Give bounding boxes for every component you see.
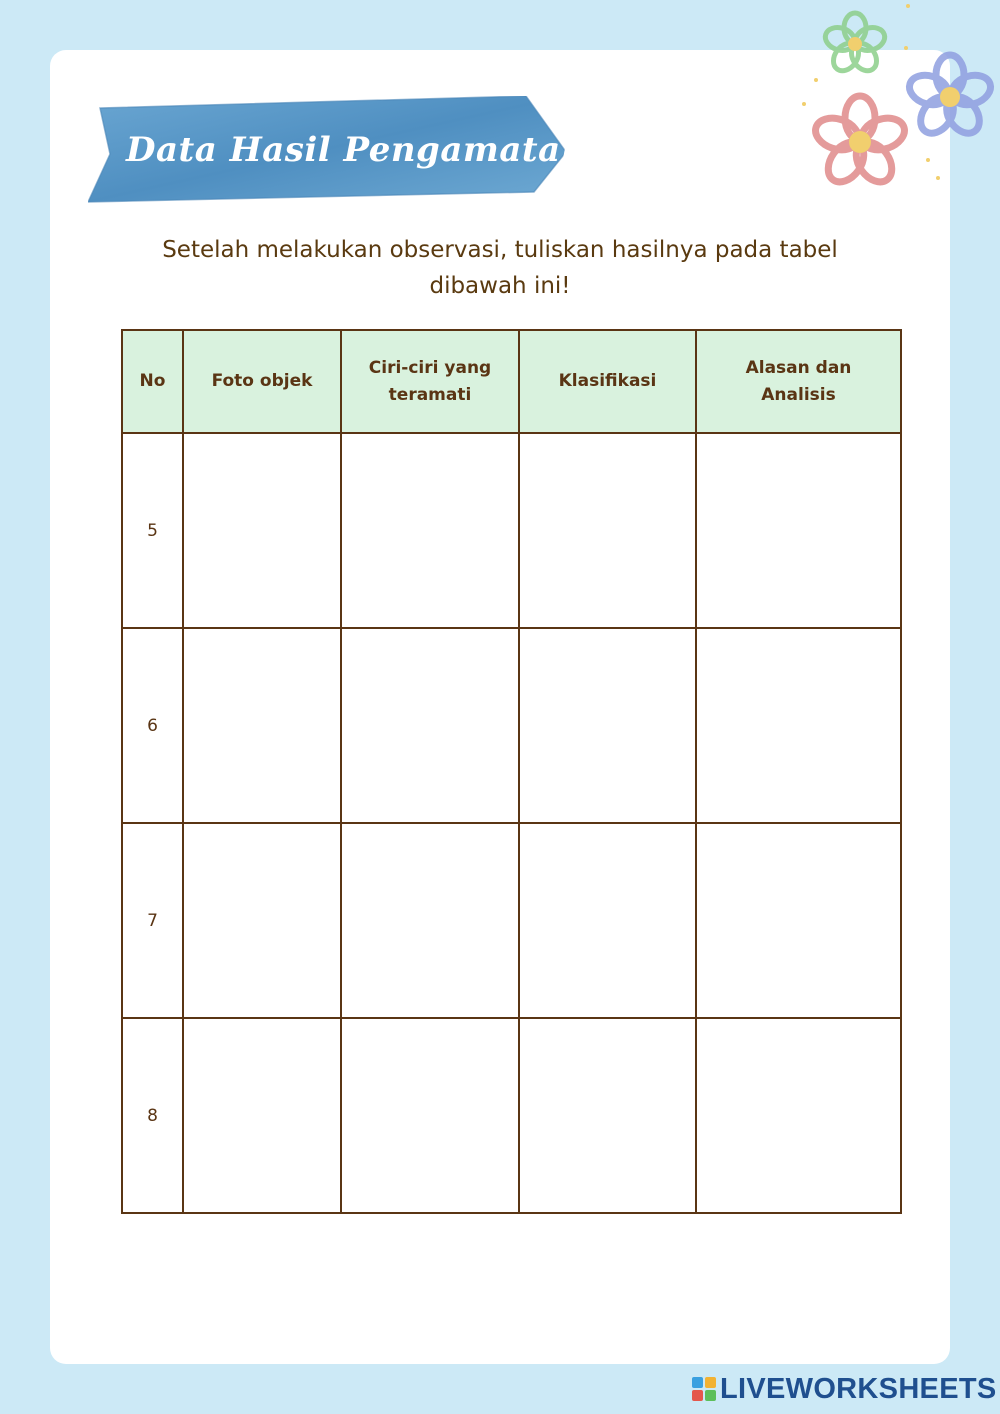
liveworksheets-logo-icon bbox=[692, 1377, 716, 1401]
ciri-ciri-cell[interactable] bbox=[341, 433, 519, 628]
column-header-foto-objek: Foto objek bbox=[183, 330, 341, 433]
green-flower-icon bbox=[822, 13, 887, 76]
foto-objek-cell[interactable] bbox=[183, 628, 341, 823]
table-row bbox=[122, 1018, 901, 1213]
alasan-cell[interactable] bbox=[696, 433, 901, 628]
klasifikasi-cell[interactable] bbox=[519, 433, 696, 628]
flowers-decoration bbox=[798, 0, 1000, 210]
foto-objek-cell[interactable] bbox=[183, 433, 341, 628]
liveworksheets-logo[interactable] bbox=[692, 1372, 997, 1406]
instructions-text: Setelah melakukan observasi, tuliskan hasilnya pada tabel dibawah ini! bbox=[162, 237, 838, 299]
foto-objek-cell[interactable] bbox=[183, 1018, 341, 1213]
observation-table bbox=[121, 329, 902, 1214]
foto-objek-cell[interactable] bbox=[183, 823, 341, 1018]
ciri-ciri-cell[interactable] bbox=[341, 628, 519, 823]
column-header-klasifikasi: Klasifikasi bbox=[519, 330, 696, 433]
klasifikasi-cell[interactable] bbox=[519, 1018, 696, 1213]
ciri-ciri-cell[interactable] bbox=[341, 1018, 519, 1213]
row-number: 5 bbox=[122, 433, 183, 628]
klasifikasi-cell[interactable] bbox=[519, 823, 696, 1018]
table-row bbox=[122, 823, 901, 1018]
red-flower-icon bbox=[811, 96, 908, 189]
column-header-alasan: Alasan dan Analisis bbox=[696, 330, 901, 433]
alasan-cell[interactable] bbox=[696, 823, 901, 1018]
page-title: Data Hasil Pengamatan bbox=[126, 130, 586, 170]
table-row bbox=[122, 433, 901, 628]
column-header-ciri-ciri: Ciri-ciri yang teramati bbox=[341, 330, 519, 433]
row-number: 8 bbox=[122, 1018, 183, 1213]
row-number: 6 bbox=[122, 628, 183, 823]
alasan-cell[interactable] bbox=[696, 1018, 901, 1213]
klasifikasi-cell[interactable] bbox=[519, 628, 696, 823]
row-number: 7 bbox=[122, 823, 183, 1018]
blue-flower-icon bbox=[906, 55, 995, 139]
brand-name: LIVEWORKSHEETS bbox=[720, 1372, 997, 1405]
table-header-row bbox=[122, 330, 901, 433]
column-header-no: No bbox=[122, 330, 183, 433]
alasan-cell[interactable] bbox=[696, 628, 901, 823]
ciri-ciri-cell[interactable] bbox=[341, 823, 519, 1018]
sparkle-dots bbox=[802, 4, 940, 180]
table-row bbox=[122, 628, 901, 823]
